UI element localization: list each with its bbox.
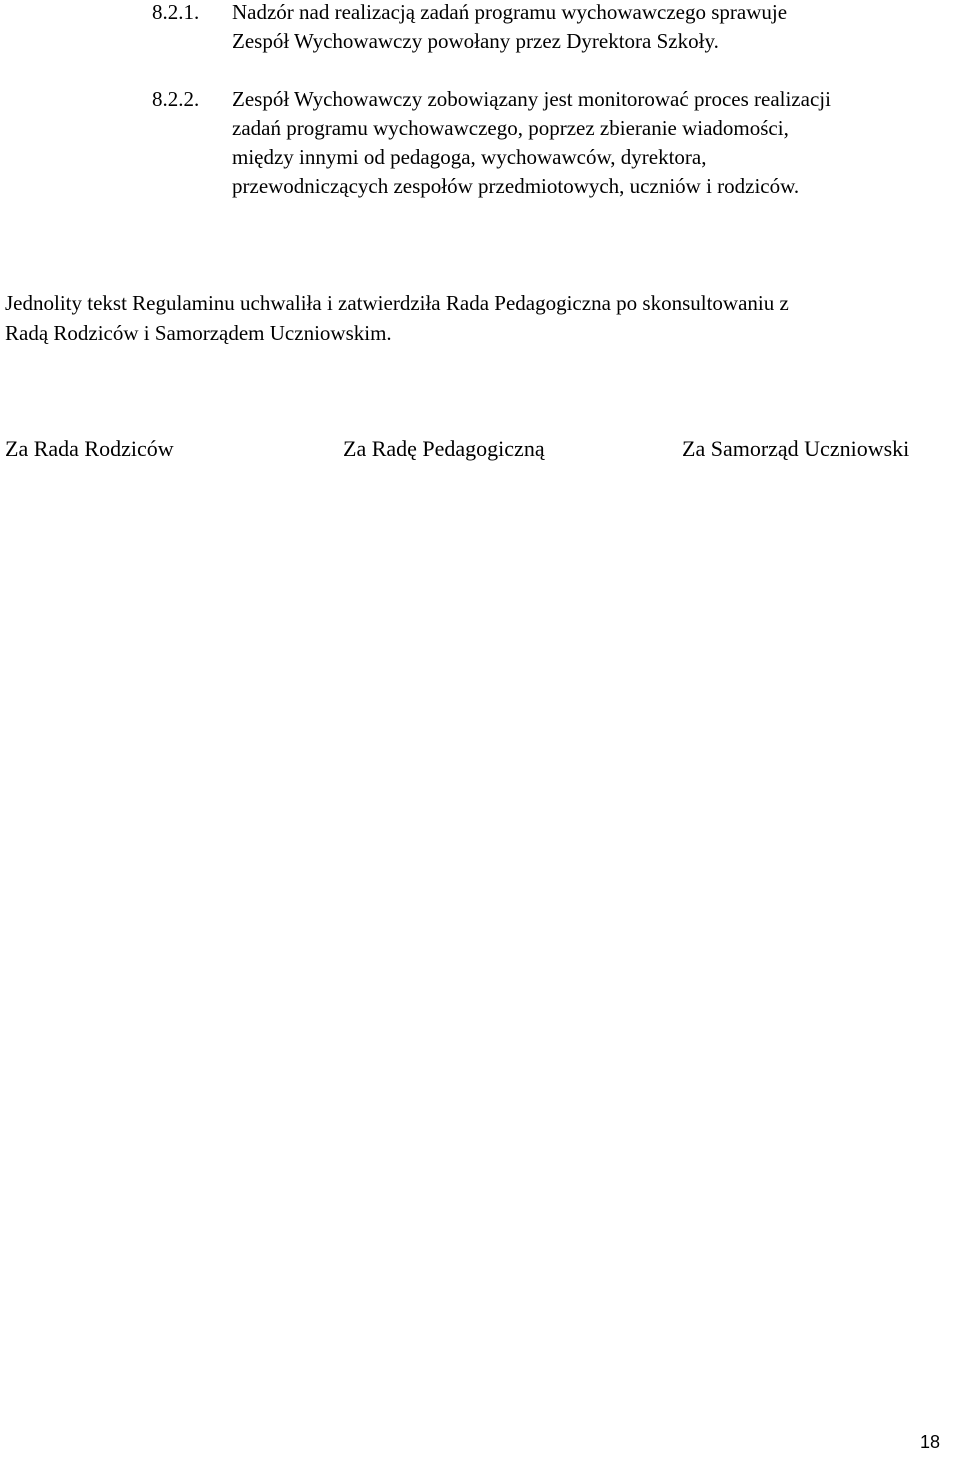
item-text [232,0,957,56]
page-number: 18 [919,1432,940,1452]
item-text-line: zadań programu wychowawczego, poprzez zbieranie wiadomości, [232,116,789,140]
item-text-line: Zespół Wychowawczy zobowiązany jest monitorować proces realizacji [232,87,831,111]
item-text-line: Nadzór nad realizacją zadań programu wychowawczego sprawuje [232,0,788,24]
item-text-line: przewodniczących zespołów przedmiotowych, uczniów i rodziców. [232,174,800,198]
signature-pedagogical-council: Za Radę Pedagogiczną [343,436,545,461]
signature-student-council: Za Samorząd Uczniowski [682,436,910,461]
item-text-line: między innymi od pedagoga, wychowawców, dyrektora, [232,145,707,169]
signature-row [0,434,960,464]
item-number: 8.2.2. [152,87,200,111]
signature-parents-council: Za Rada Rodziców [5,436,174,461]
paragraph-line: Radą Rodziców i Samorządem Uczniowskim. [5,321,392,345]
approval-paragraph [5,288,960,348]
item-text [232,85,957,201]
item-text-line: Zespół Wychowawczy powołany przez Dyrektora Szkoły. [232,29,719,53]
paragraph-line: Jednolity tekst Regulaminu uchwaliła i zatwierdziła Rada Pedagogiczna po skonsultowaniu z [5,291,789,315]
item-number: 8.2.1. [152,0,200,24]
